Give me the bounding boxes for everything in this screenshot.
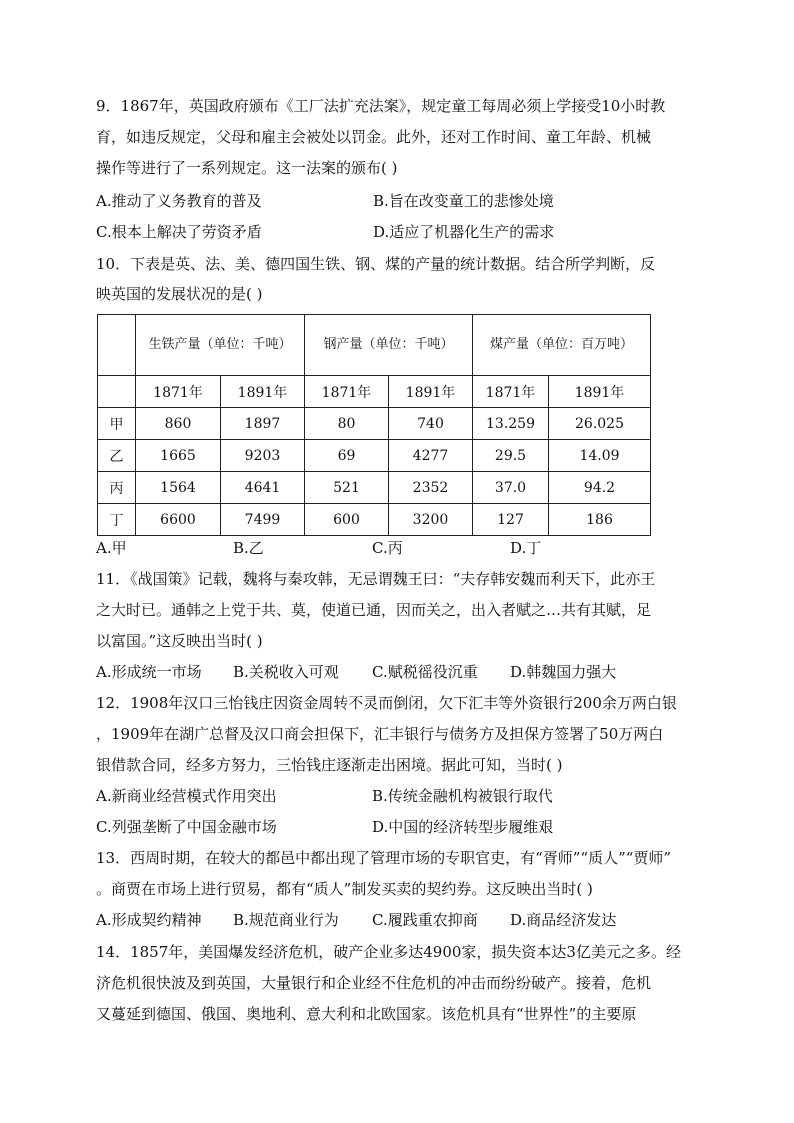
table-cell: 4641 [221, 472, 305, 504]
table-row [98, 408, 651, 440]
q10-option-d[interactable]: D.丁 [510, 539, 542, 557]
year-row-label [98, 376, 136, 408]
q10-option-a[interactable]: A.甲 [96, 539, 127, 557]
table-cell: 127 [473, 504, 549, 536]
row-label: 乙 [98, 440, 136, 472]
table-row [98, 504, 651, 536]
year-header: 1891年 [221, 376, 305, 408]
q10-option-c[interactable]: C.丙 [372, 539, 403, 557]
q12-option-a[interactable]: A.新商业经营模式作用突出 [96, 787, 277, 805]
row-label: 甲 [98, 408, 136, 440]
q12-line-1: 12．1908年汉口三怡钱庄因资金周转不灵而倒闭，欠下汇丰等外资银行200余万两白银 [96, 694, 677, 712]
q12-option-c[interactable]: C.列强垄断了中国金融市场 [96, 818, 277, 836]
q11-line-2: 之大时已。通韩之上党于共、莫，使道已通，因而关之，出入者赋之…共有其赋，足 [96, 601, 652, 619]
coal-header: 煤产量（单位：百万吨） [473, 315, 651, 376]
q13-line-2: 。商贾在市场上进行贸易，都有“质人”制发买卖的契约券。这反映出当时( ) [96, 880, 593, 898]
table-cell: 1564 [136, 472, 221, 504]
q9-option-c[interactable]: C.根本上解决了劳资矛盾 [96, 223, 262, 241]
q13-option-b[interactable]: B.规范商业行为 [233, 911, 339, 929]
year-header: 1891年 [549, 376, 651, 408]
q9-option-a[interactable]: A.推动了义务教育的普及 [96, 192, 262, 210]
table-cell: 521 [305, 472, 389, 504]
q11-option-a[interactable]: A.形成统一市场 [96, 663, 202, 681]
table-cell: 2352 [389, 472, 473, 504]
q12-option-d[interactable]: D.中国的经济转型步履维艰 [372, 818, 554, 836]
row-label: 丙 [98, 472, 136, 504]
q13-option-c[interactable]: C.履践重农抑商 [372, 911, 478, 929]
year-header: 1891年 [389, 376, 473, 408]
q9-line-2: 育，如违反规定，父母和雇主会被处以罚金。此外，还对工作时间、童工年龄、机械 [96, 128, 652, 146]
q9-line-1: 9．1867年，英国政府颁布《工厂法扩充法案》，规定童工每周必须上学接受10小时教 [96, 97, 666, 115]
table-cell: 9203 [221, 440, 305, 472]
table-cell: 7499 [221, 504, 305, 536]
table-cell: 29.5 [473, 440, 549, 472]
year-header: 1871年 [473, 376, 549, 408]
table-cell: 37.0 [473, 472, 549, 504]
table-cell: 69 [305, 440, 389, 472]
q10-line-2: 映英国的发展状况的是( ) [96, 285, 263, 303]
q11-option-d[interactable]: D.韩魏国力强大 [510, 663, 617, 681]
row-label: 丁 [98, 504, 136, 536]
q14-line-3: 又蔓延到德国、俄国、奥地利、意大利和北欧国家。该危机具有“世界性”的主要原 [96, 1005, 637, 1023]
q9-option-d[interactable]: D.适应了机器化生产的需求 [373, 223, 555, 241]
table-cell: 860 [136, 408, 221, 440]
q11-line-3: 以富国。”这反映出当时( ) [96, 632, 263, 650]
q12-line-2: ，1909年在湖广总督及汉口商会担保下，汇丰银行与债务方及担保方签署了50万两白 [96, 725, 664, 743]
table-cell: 14.09 [549, 440, 651, 472]
table-cell: 6600 [136, 504, 221, 536]
q12-line-3: 银借款合同，经多方努力，三怡钱庄逐渐走出困境。据此可知，当时( ) [96, 756, 563, 774]
table-cell: 1897 [221, 408, 305, 440]
table-cell: 740 [389, 408, 473, 440]
q10-option-b[interactable]: B.乙 [233, 539, 264, 557]
table-cell: 4277 [389, 440, 473, 472]
table-cell: 186 [549, 504, 651, 536]
q13-line-1: 13．西周时期，在较大的都邑中都出现了管理市场的专职官吏，有“胥师”“质人”“贾师” [96, 849, 672, 867]
q10-line-1: 10．下表是英、法、美、德四国生铁、钢、煤的产量的统计数据。结合所学判断，反 [96, 255, 656, 273]
q9-option-b[interactable]: B.旨在改变童工的悲惨处境 [373, 192, 554, 210]
table-cell: 26.025 [549, 408, 651, 440]
q11-line-1: 11．《战国策》记载，魏将与秦攻韩，无忌谓魏王曰：“夫存韩安魏而利天下，此亦王 [96, 570, 656, 588]
year-header: 1871年 [136, 376, 221, 408]
year-header: 1871年 [305, 376, 389, 408]
q13-option-d[interactable]: D.商品经济发达 [510, 911, 617, 929]
q11-option-b[interactable]: B.关税收入可观 [233, 663, 339, 681]
pig-iron-header: 生铁产量（单位：千吨） [136, 315, 305, 376]
q14-line-2: 济危机很快波及到英国，大量银行和企业经不住危机的冲击而纷纷破产。接着，危机 [96, 974, 652, 992]
q11-option-c[interactable]: C.赋税徭役沉重 [372, 663, 478, 681]
q14-line-1: 14．1857年，美国爆发经济危机，破产企业多达4900家，损失资本达3亿美元之多。经 [96, 943, 681, 961]
production-table [97, 314, 651, 536]
table-cell: 94.2 [549, 472, 651, 504]
table-cell: 13.259 [473, 408, 549, 440]
table-cell: 600 [305, 504, 389, 536]
q12-option-b[interactable]: B.传统金融机构被银行取代 [372, 787, 553, 805]
q9-line-3: 操作等进行了一系列规定。这一法案的颁布( ) [96, 159, 398, 177]
table-row [98, 440, 651, 472]
table-cell: 3200 [389, 504, 473, 536]
steel-header: 钢产量（单位：千吨） [305, 315, 473, 376]
table-row [98, 472, 651, 504]
q13-option-a[interactable]: A.形成契约精神 [96, 911, 202, 929]
table-corner-cell [98, 315, 136, 376]
table-cell: 80 [305, 408, 389, 440]
table-cell: 1665 [136, 440, 221, 472]
